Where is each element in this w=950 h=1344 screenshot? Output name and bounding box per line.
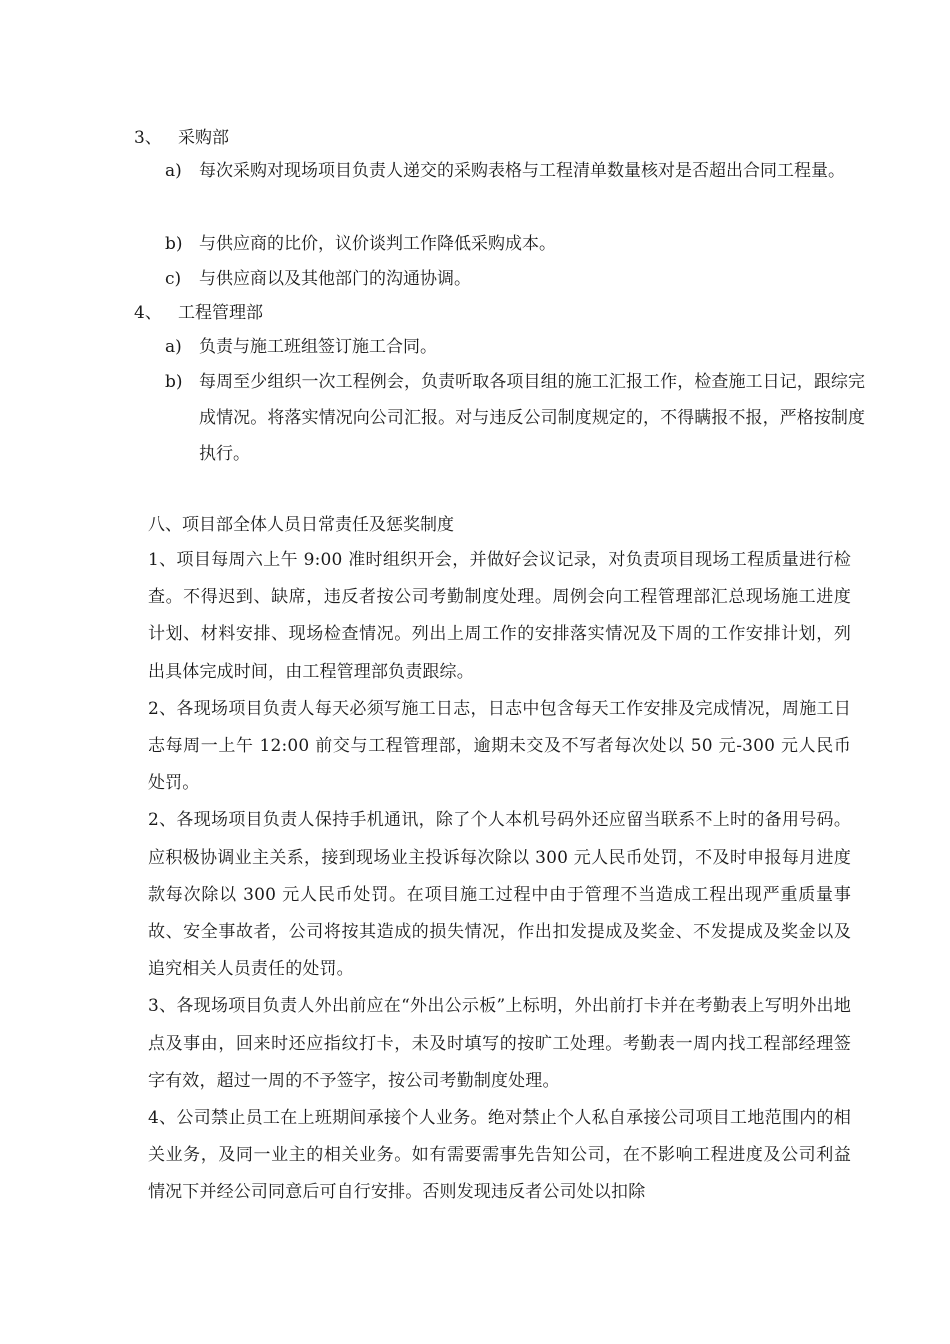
section-8-title: 八、项目部全体人员日常责任及惩奖制度 (148, 515, 454, 535)
rule-paragraph-1: 1、项目每周六上午 9:00 准时组织开会，并做好会议记录，对负责项目现场工程质量进行检查。不得迟到、缺席，违反者按公司考勤制度处理。周例会向工程管理部汇总现场施工进度计划、材料安排、现场检查情况。列出上周工作的安排落实情况及下周的工作安排计划，列出具体完成时间，由工程管理部负责跟综。 (148, 550, 851, 682)
section-4-item-b (165, 364, 865, 472)
rule-paragraph-2: 2、各现场项目负责人每天必须写施工日志，日志中包含每天工作安排及完成情况，周施工日志每周一上午 12:00 前交与工程管理部，逾期未交及不写者每次处以 50 元-300 元人民币处罚。 (148, 698, 851, 794)
list-item-text: 每次采购对现场项目负责人递交的采购表格与工程清单数量核对是否超出合同工程量。 (199, 161, 845, 181)
section-3-heading (134, 121, 229, 155)
list-marker: b) (165, 372, 183, 392)
section-3-number: 3、 (134, 128, 162, 148)
list-item-text: 与供应商的比价，议价谈判工作降低采购成本。 (199, 234, 556, 254)
list-marker: a) (165, 161, 182, 181)
rule-paragraph-5: 4、公司禁止员工在上班期间承接个人业务。绝对禁止个人私自承接公司项目工地范围内的相关业务，及同一业主的相关业务。如有需要需事先告知公司，在不影响工程进度及公司利益情况下并经公司同意后可自行安排。否则发现违反者公司处以扣除 (148, 1108, 851, 1203)
section-4-heading (134, 296, 263, 330)
section-8-body (148, 542, 851, 1212)
rule-paragraph-3: 2、各现场项目负责人保持手机通讯，除了个人本机号码外还应留当联系不上时的备用号码。应积极协调业主关系，接到现场业主投诉每次除以 300 元人民币处罚，不及时申报每月进度款每次除以 300 元人民币处罚。在项目施工过程中由于管理不当造成工程出现严重质量事故、安全事故者，公司将按其造成的损失情况，作出扣发提成及奖金、不发提成及奖金以及追究相关人员责任的处罚。 (148, 810, 851, 980)
section-4-title: 工程管理部 (178, 303, 263, 323)
section-3-item-c (165, 261, 865, 297)
list-item-text: 每周至少组织一次工程例会，负责听取各项目组的施工汇报工作，检查施工日记，跟综完成情况。将落实情况向公司汇报。对与违反公司制度规定的，不得瞒报不报，严格按制度执行。 (199, 372, 865, 464)
list-marker: a) (165, 337, 182, 357)
section-3-item-a (165, 153, 865, 189)
list-item-text: 与供应商以及其他部门的沟通协调。 (199, 269, 471, 289)
section-4-item-a (165, 329, 865, 365)
list-item-text: 负责与施工班组签订施工合同。 (199, 337, 437, 357)
section-3-item-b (165, 226, 865, 262)
section-3-title: 采购部 (178, 128, 229, 148)
rule-paragraph-4: 3、各现场项目负责人外出前应在“外出公示板”上标明，外出前打卡并在考勤表上写明外出地点及事由，回来时还应指纹打卡，未及时填写的按旷工处理。考勤表一周内找工程部经理签字有效，超过一周的不予签字，按公司考勤制度处理。 (148, 996, 851, 1091)
list-marker: c) (165, 269, 182, 289)
list-marker: b) (165, 234, 183, 254)
section-4-number: 4、 (134, 303, 162, 323)
